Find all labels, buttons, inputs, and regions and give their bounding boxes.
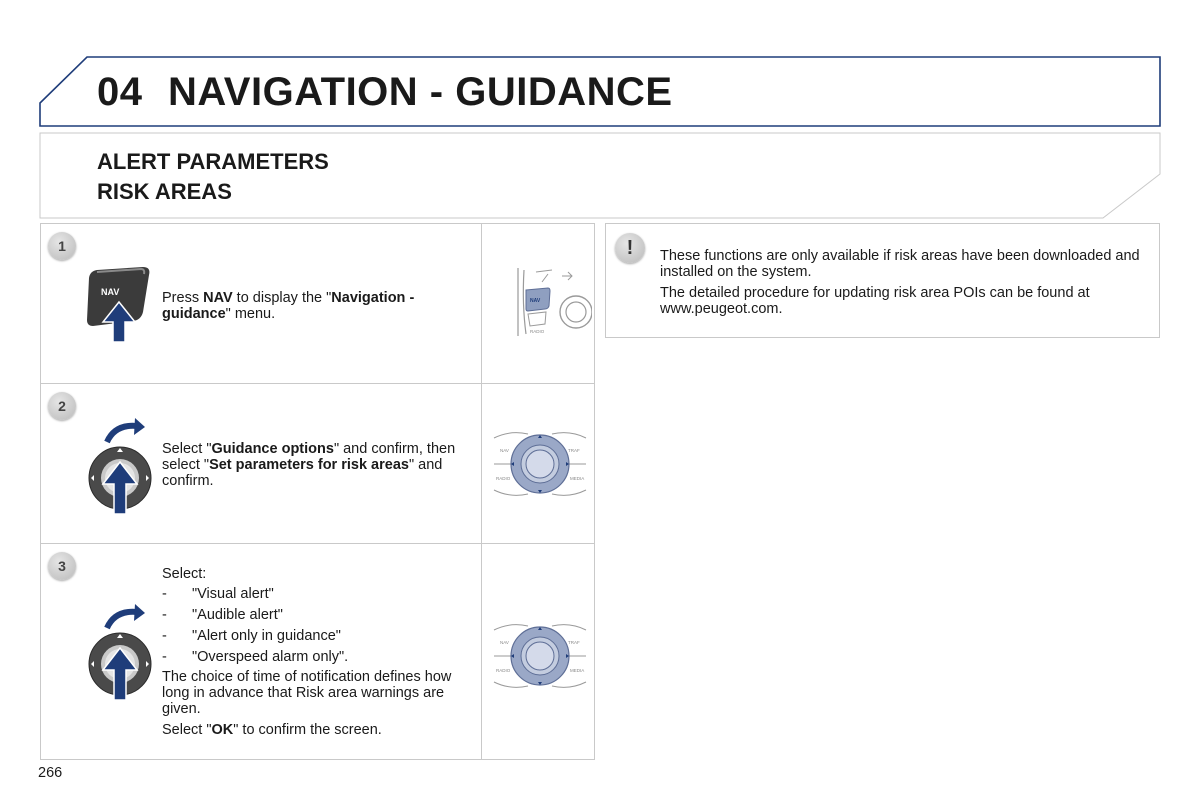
svg-text:MEDIA: MEDIA bbox=[570, 668, 585, 673]
step-3-text bbox=[162, 566, 462, 738]
section-title-line2: RISK AREAS bbox=[97, 179, 232, 204]
bold-text-run: NAV bbox=[203, 290, 233, 306]
step-3-intro: Select: bbox=[162, 566, 207, 582]
text-run: " and confirm, then select " bbox=[162, 441, 456, 473]
section-box bbox=[40, 133, 1160, 218]
chapter-number: 04 bbox=[97, 70, 143, 114]
svg-text:NAV: NAV bbox=[500, 640, 509, 645]
bold-text-run: Guidance options bbox=[211, 441, 334, 457]
step-number-badge: 3 bbox=[48, 552, 76, 580]
warning-note-text bbox=[660, 248, 1150, 322]
text-run: to display the " bbox=[232, 290, 332, 306]
rotary-knob-press-icon bbox=[85, 416, 161, 516]
option-list-item: - "Visual alert" bbox=[162, 586, 274, 602]
step-number-badge: 2 bbox=[48, 392, 76, 420]
warning-note-box bbox=[605, 223, 1160, 338]
rotary-knob-panel-illustration bbox=[490, 620, 590, 692]
svg-text:TRAF: TRAF bbox=[568, 448, 580, 453]
section-title-line1: ALERT PARAMETERS bbox=[97, 149, 329, 174]
column-divider bbox=[481, 224, 482, 383]
bold-text-run: Set parameters for risk areas bbox=[209, 457, 409, 473]
option-list-item: - "Audible alert" bbox=[162, 607, 283, 623]
text-run: Select " bbox=[162, 722, 212, 738]
svg-text:NAV: NAV bbox=[530, 298, 541, 304]
step-3-explanation: The choice of time of notification defines how long in advance that Risk area warnings are given. bbox=[162, 669, 452, 717]
step-1-row bbox=[40, 223, 595, 384]
nav-button-panel-illustration bbox=[512, 264, 592, 344]
bold-text-run: Navigation - guidance bbox=[162, 290, 415, 322]
step-3-confirm bbox=[162, 722, 462, 738]
nav-button-press-icon bbox=[85, 264, 153, 344]
rotary-knob-press-icon bbox=[85, 602, 161, 702]
bold-text-run: OK bbox=[211, 722, 234, 738]
column-divider bbox=[481, 384, 482, 543]
chapter-title: NAVIGATION - GUIDANCE bbox=[168, 70, 673, 114]
option-list-item: - "Alert only in guidance" bbox=[162, 628, 341, 644]
option-list-item: - "Overspeed alarm only". bbox=[162, 649, 349, 665]
page-number: 266 bbox=[38, 765, 63, 781]
step-3-row bbox=[40, 543, 595, 760]
text-run: Press bbox=[162, 290, 204, 306]
rotary-knob-panel-illustration bbox=[490, 428, 590, 500]
step-2-text bbox=[162, 441, 462, 489]
column-divider bbox=[481, 544, 482, 759]
warning-icon: ! bbox=[615, 233, 645, 263]
svg-text:RADIO: RADIO bbox=[496, 668, 511, 673]
step-2-row bbox=[40, 383, 595, 544]
step-1-text bbox=[162, 290, 462, 322]
step-number-badge: 1 bbox=[48, 232, 76, 260]
svg-text:NAV: NAV bbox=[500, 448, 509, 453]
text-run: " and confirm. bbox=[162, 457, 443, 489]
text-run: Select " bbox=[162, 441, 212, 457]
nav-key-label: NAV bbox=[101, 287, 120, 297]
note-line-1: These functions are only available if risk areas have been downloaded and installed on the system. bbox=[660, 248, 1140, 280]
svg-text:MEDIA: MEDIA bbox=[570, 476, 585, 481]
note-line-2: The detailed procedure for updating risk area POIs can be found at www.peugeot.com. bbox=[660, 285, 1090, 317]
svg-text:TRAF: TRAF bbox=[568, 640, 580, 645]
svg-text:RADIO: RADIO bbox=[530, 329, 545, 334]
text-run: " to confirm the screen. bbox=[233, 722, 382, 738]
text-run: " menu. bbox=[225, 306, 276, 322]
svg-text:RADIO: RADIO bbox=[496, 476, 511, 481]
